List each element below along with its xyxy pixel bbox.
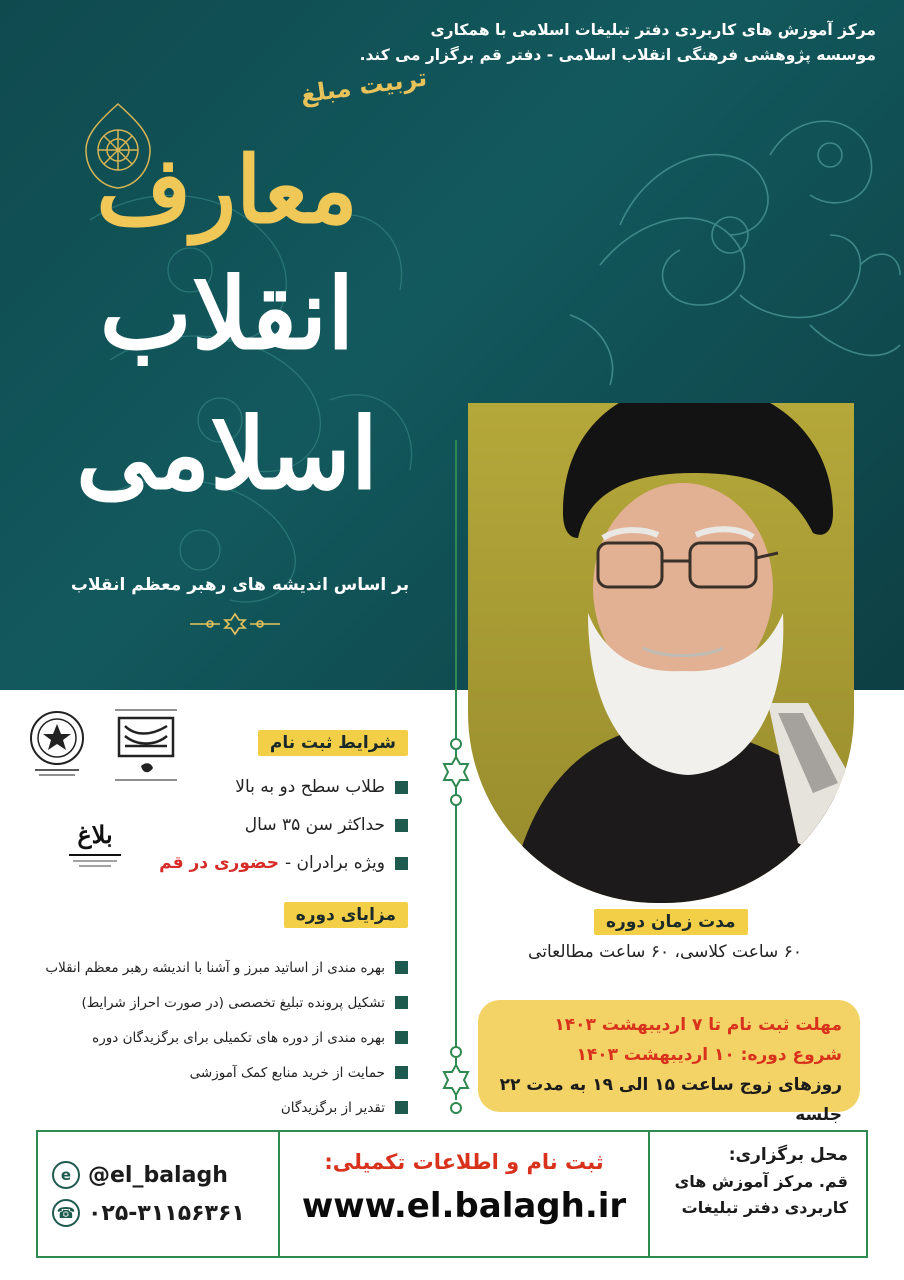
dates-box (478, 1000, 860, 1125)
dot-ornament-icon (448, 1044, 464, 1060)
organizer-line-2: موسسه پژوهشی فرهنگی انقلاب اسلامی - دفتر قم برگزار می کند. (359, 46, 876, 64)
star-ornament-icon (439, 1063, 473, 1097)
condition-item (159, 806, 408, 844)
phone-number[interactable]: ۰۲۵-۳۱۱۵۶۳۶۱ (88, 1200, 245, 1226)
advantage-item (0, 1090, 408, 1125)
venue-line-1: قم. مرکز آموزش های (674, 1172, 848, 1191)
logo-balagh (62, 820, 128, 870)
advantage-text: حمایت از خرید منابع کمک آموزشی (189, 1064, 385, 1081)
bullet-square-icon (395, 961, 408, 974)
advantage-item (0, 1055, 408, 1090)
divider-ornament-icon (190, 612, 280, 636)
bullet-square-icon (395, 1066, 408, 1079)
balagh-underline-icon (65, 850, 125, 870)
course-schedule: روزهای زوج ساعت ۱۵ الی ۱۹ به مدت ۲۲ جلسه (499, 1075, 842, 1125)
portrait-frame (468, 403, 854, 903)
conditions-heading: شرایط ثبت نام (258, 730, 408, 756)
eitaa-icon: e (52, 1161, 80, 1189)
phone-icon: ☎ (52, 1199, 80, 1227)
dot-ornament-icon (448, 792, 464, 808)
bullet-square-icon (395, 1031, 408, 1044)
condition-text: ویژه برادران - (285, 853, 385, 873)
conditions-list (159, 768, 408, 882)
balagh-wordmark: بلاغ (77, 820, 113, 849)
condition-item (159, 768, 408, 806)
logo-tablighat (24, 708, 90, 778)
title-word-maaref: معارف (96, 136, 358, 244)
website-link[interactable]: www.el.balagh.ir (301, 1186, 627, 1226)
contact-panel (38, 1132, 278, 1256)
organizer-note (356, 18, 876, 68)
advantage-text: تقدیر از برگزیدگان (280, 1099, 385, 1116)
condition-text: حداکثر سن ۳۵ سال (244, 815, 385, 835)
duration-heading: مدت زمان دوره (594, 909, 748, 935)
condition-highlight: حضوری در قم (159, 853, 279, 873)
duration-text: ۶۰ ساعت کلاسی، ۶۰ ساعت مطالعاتی (528, 942, 802, 962)
advantage-text: تشکیل پرونده تبلیغ تخصصی (در صورت احراز شرایط) (81, 994, 385, 1011)
advantages-heading: مزایای دوره (284, 902, 408, 928)
registration-heading: ثبت نام و اطلاعات تکمیلی: (324, 1150, 604, 1174)
bullet-square-icon (395, 819, 408, 832)
bullet-square-icon (395, 1101, 408, 1114)
portrait-image (468, 403, 854, 903)
advantages-list (0, 950, 408, 1125)
advantage-text: بهره مندی از دوره های تکمیلی برای برگزیدگان دوره (92, 1029, 385, 1046)
bullet-square-icon (395, 781, 408, 794)
course-start: شروع دوره: ۱۰ اردیبهشت ۱۴۰۳ (576, 1045, 842, 1065)
title-small: تربیت مبلغ (298, 63, 429, 109)
advantage-item (0, 950, 408, 985)
advantage-text: بهره مندی از اساتید مبرز و آشنا با اندیشه رهبر معظم انقلاب (45, 959, 385, 976)
social-handle[interactable]: @el_balagh (88, 1162, 228, 1188)
venue-panel (648, 1132, 866, 1256)
condition-item (159, 844, 408, 882)
social-handle-row (52, 1161, 264, 1189)
condition-text: طلاب سطح دو به بالا (235, 777, 385, 797)
bullet-square-icon (395, 857, 408, 870)
phone-row (52, 1199, 264, 1227)
venue-heading: محل برگزاری: (728, 1145, 848, 1165)
organizer-line-1: مرکز آموزش های کاربردی دفتر تبلیغات اسلامی با همکاری (430, 21, 876, 39)
bullet-square-icon (395, 996, 408, 1009)
title-word-eslami: اسلامی (76, 397, 378, 512)
advantage-item (0, 1020, 408, 1055)
dot-ornament-icon (448, 736, 464, 752)
advantage-item (0, 985, 408, 1020)
venue-line-2: کاربردی دفتر تبلیغات (681, 1198, 848, 1217)
star-ornament-icon (439, 755, 473, 789)
tablighat-emblem-icon (27, 708, 87, 778)
footer-box (36, 1130, 868, 1258)
subtitle: بر اساس اندیشه های رهبر معظم انقلاب (70, 575, 410, 595)
floral-ornament-icon (560, 95, 904, 395)
registration-deadline: مهلت ثبت نام تا ۷ اردیبهشت ۱۴۰۳ (554, 1015, 842, 1035)
dot-ornament-icon (448, 1100, 464, 1116)
registration-panel (278, 1132, 648, 1256)
title-word-enghelab: انقلاب (99, 257, 355, 372)
